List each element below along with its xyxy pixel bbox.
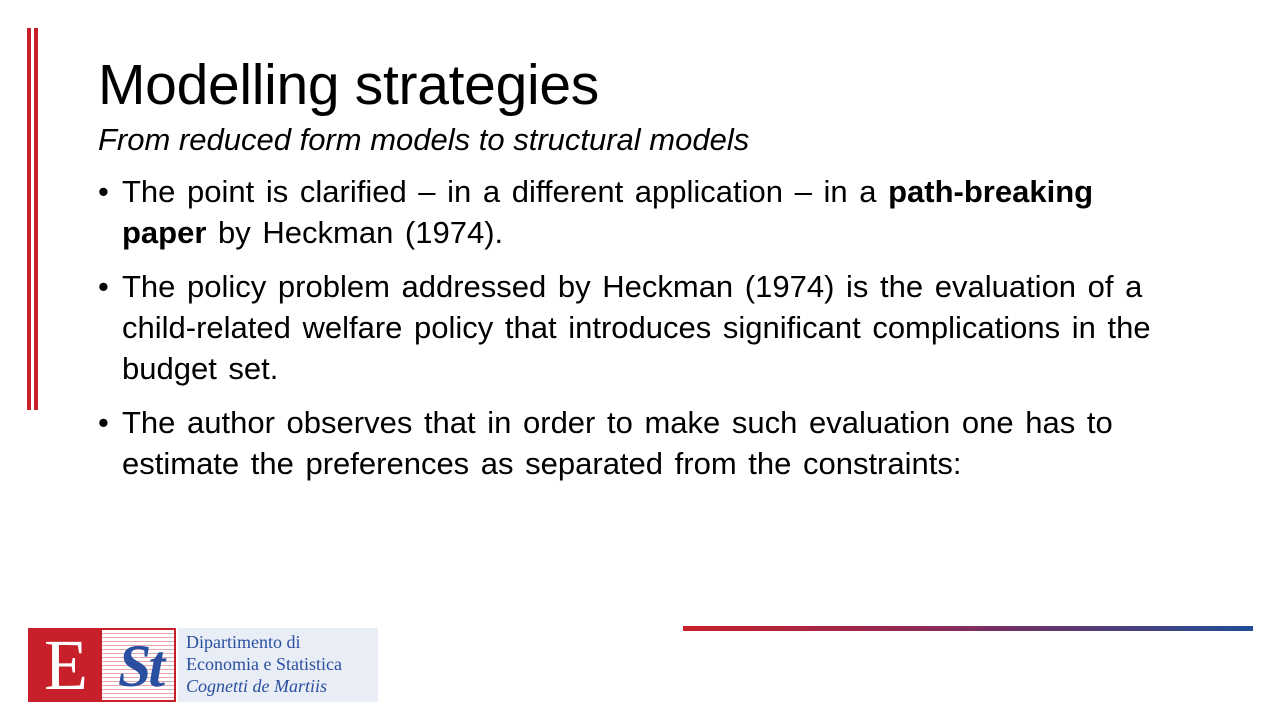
left-accent-bar <box>34 28 38 410</box>
bullet-item <box>98 171 1188 253</box>
logo-letters-st: St <box>117 633 163 699</box>
logo-letter-e: E <box>30 630 102 700</box>
department-line-3: Cognetti de Martiis <box>186 676 327 696</box>
bullet-text: The author observes that in order to make such evaluation one has to estimate the preferences as separated from the constraints: <box>122 405 1113 481</box>
bullet-text-plain: The point is clarified – in a different application – in a <box>122 174 889 209</box>
department-name-box <box>178 628 378 702</box>
bullet-text-plain: by Heckman (1974). <box>206 215 504 250</box>
department-line-1: Dipartimento di <box>186 632 301 652</box>
footer-divider-line <box>683 626 1253 631</box>
bullet-marker: • <box>98 405 109 440</box>
bullet-marker: • <box>98 269 109 304</box>
bullet-text: The policy problem addressed by Heckman (1974) is the evaluation of a child-related welfare policy that introduces significant complications in the budget set. <box>122 269 1151 386</box>
slide-title: Modelling strategies <box>98 53 599 117</box>
slide-subtitle: From reduced form models to structural models <box>98 122 750 157</box>
est-logo <box>28 625 176 705</box>
left-accent-bar <box>27 28 31 410</box>
bullet-marker: • <box>98 174 109 209</box>
bullet-text-bold: path-breaking paper <box>122 174 1094 250</box>
bullet-text <box>122 174 1093 250</box>
bullet-item <box>98 266 1188 389</box>
department-line-2: Economia e Statistica <box>186 654 342 674</box>
bullet-list <box>98 171 1188 497</box>
bullet-item <box>98 402 1188 484</box>
